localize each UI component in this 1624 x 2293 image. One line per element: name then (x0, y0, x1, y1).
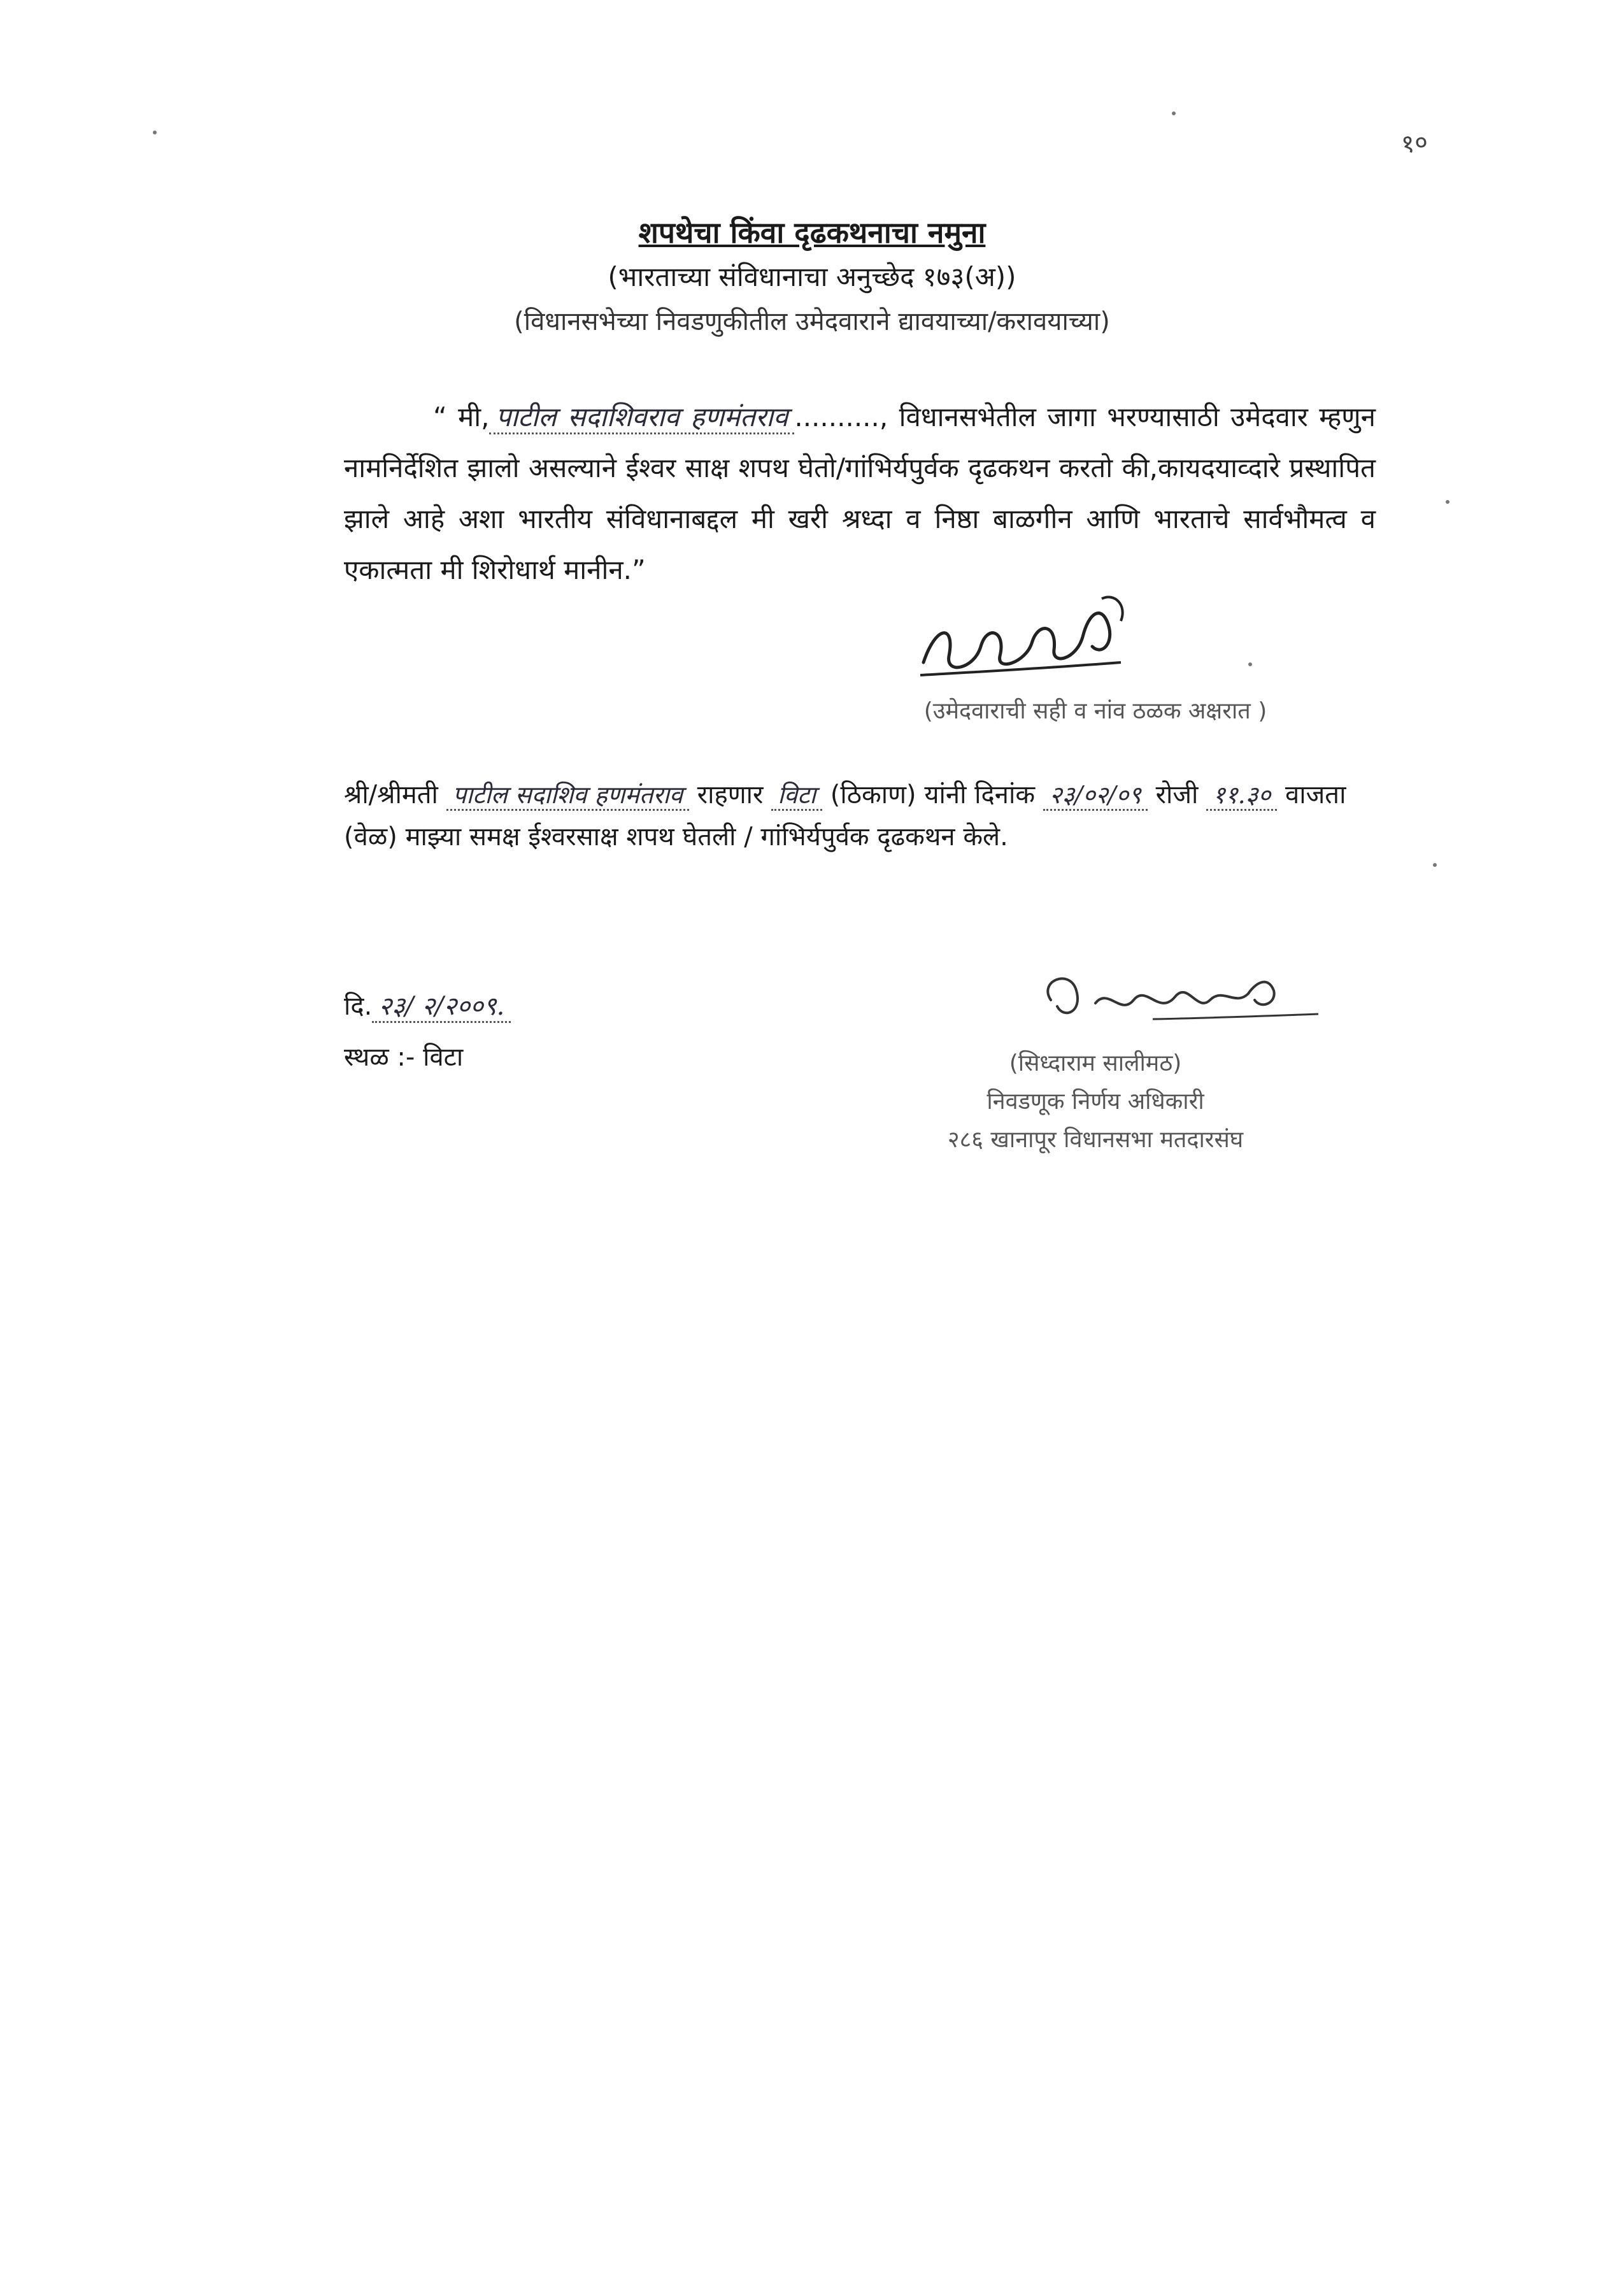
place-label: स्थळ :- (344, 1043, 415, 1072)
place-line (344, 1032, 511, 1083)
officer-constituency: २८६ खानापूर विधानसभा मतदारसंघ (947, 1127, 1244, 1153)
candidate-signature-caption: (उमेदवाराची सही व नांव ठळक अक्षरात ) (923, 698, 1267, 724)
witness-date: २३/०२/०९ (1043, 781, 1148, 811)
candidate-signature-image (911, 586, 1140, 688)
date-line (344, 981, 511, 1032)
page-number: १० (1399, 127, 1430, 160)
date-value: २३/ २/२००९. (372, 992, 511, 1023)
place-value: विटा (423, 1043, 464, 1072)
witness-paragraph (344, 774, 1376, 858)
officer-block (815, 955, 1376, 1185)
document-subtitle: (भारताच्या संविधानाचा अनुच्छेद १७३(अ)) (608, 261, 1016, 292)
officer-signature-image (1025, 955, 1325, 1038)
oath-text: विधानसभेतील जागा भरण्यासाठी उमेदवार म्हणुन नामनिर्देशित झालो असल्याने ईश्वर साक्ष शपथ घेतो/गांभिर्यपुर्वक दृढकथन करतो की,कायदयाव्दारे प्रस्थापित झाले आहे अशा भारतीय संविधानाबद्दल मी खरी श्रध्दा व निष्ठा बाळगीन आणि भारताचे सार्वभौमत्व व एकात्मता मी शिरोधार्थ मानीन.” (344, 401, 1376, 585)
witness-person-name: पाटील सदाशिव हणमंतराव (446, 781, 689, 811)
oath-filler: .........., (794, 401, 888, 432)
resident-label: राहणार (697, 780, 764, 810)
officer-details (815, 1045, 1376, 1159)
officer-designation: निवडणूक निर्णय अधिकारी (987, 1089, 1204, 1115)
open-quote: “ (433, 401, 447, 432)
officer-name: (सिध्दाराम सालीमठ) (1009, 1050, 1182, 1076)
witness-time: ११.३० (1206, 781, 1277, 811)
date-place-block (344, 981, 511, 1083)
scan-speck (1446, 500, 1449, 504)
document-note: (विधानसभेच्या निवडणुकीतील उमेदवाराने द्यावयाच्या/करावयाच्या) (514, 307, 1110, 336)
scan-speck (1172, 111, 1176, 115)
witness-place: विटा (771, 781, 822, 811)
document-header (0, 210, 1624, 344)
candidate-name-handwritten: पाटील सदाशिवराव हणमंतराव (489, 401, 794, 434)
oath-paragraph (344, 392, 1376, 596)
scan-speck (153, 131, 157, 134)
witness-closing: वाजता (वेळ) माझ्या समक्ष ईश्वरसाक्ष शपथ घेतली / गांभिर्यपुर्वक दृढकथन केले. (344, 780, 1346, 852)
scan-speck (1248, 662, 1252, 666)
scan-speck (1433, 863, 1437, 867)
candidate-signature-block (841, 586, 1350, 739)
witness-prefix: श्री/श्रीमती (344, 780, 438, 810)
address-label: (ठिकाण) यांनी दिनांक (830, 780, 1036, 810)
oath-prefix: मी, (458, 401, 490, 432)
day-label: रोजी (1155, 780, 1199, 810)
document-title: शपथेचा किंवा दृढकथनाचा नमुना (638, 215, 986, 250)
date-label: दि. (344, 992, 373, 1021)
